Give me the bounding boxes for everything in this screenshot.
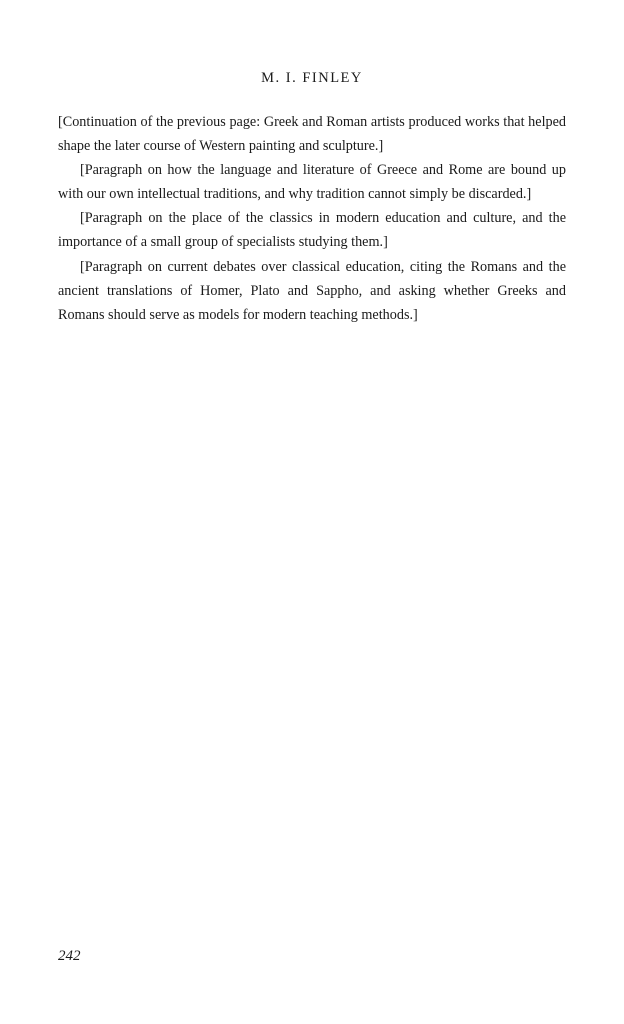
paragraph: [Paragraph on how the language and literature of Greece and Rome are bound up with our own intellectual traditions, and why tradition cannot simply be discarded.] [58,162,566,203]
paragraph: [Continuation of the previous page: Greek and Roman artists produced works that helped shape the later course of Western painting and sculpture.] [58,114,566,155]
body-text [58,110,566,327]
running-header: M. I. FINLEY [261,70,363,86]
page-number: 242 [58,948,81,964]
paragraph: [Paragraph on the place of the classics in modern education and culture, and the importance of a small group of specialists studying them.] [58,210,566,251]
paragraph: [Paragraph on current debates over classical education, citing the Romans and the ancient translations of Homer, Plato and Sappho, and asking whether Greeks and Romans should serve as models for modern teaching methods.] [58,258,566,323]
